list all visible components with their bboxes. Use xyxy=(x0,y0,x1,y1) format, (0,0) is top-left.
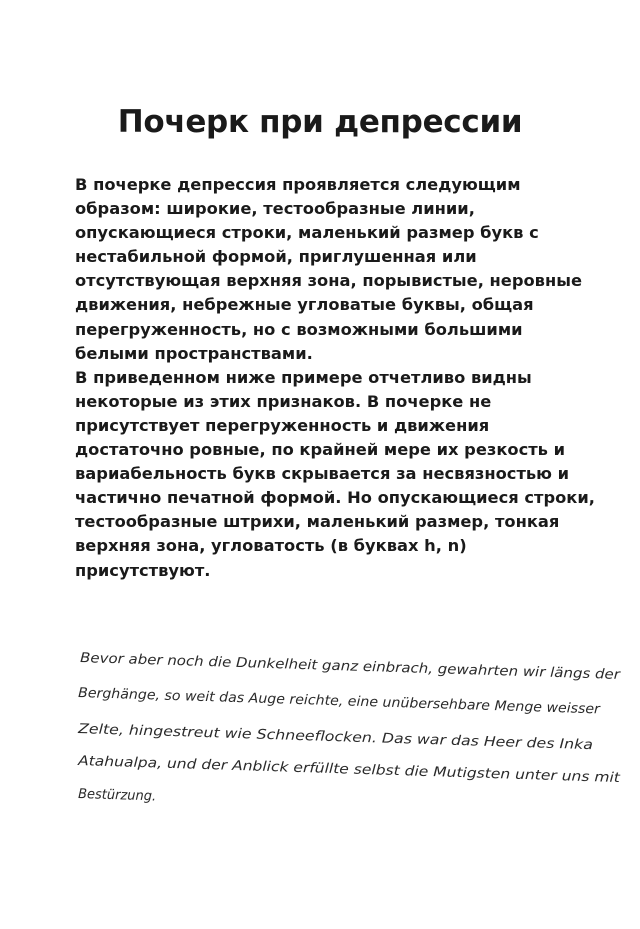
handwriting-line: Zelte, hingestreut wie Schneeflocken. Das war das Heer des Inka xyxy=(77,721,520,751)
handwriting-line: Bestürzung. xyxy=(77,786,160,805)
handwriting-sample-svg xyxy=(0,640,640,820)
article-body xyxy=(75,173,595,583)
handwriting-line: Atahualpa, und der Anblick erfüllte selbst die Mutigsten unter uns mit xyxy=(77,753,550,784)
handwriting-line: Bevor aber noch die Dunkelheit ganz einbrach, gewahrten wir längs der xyxy=(79,650,567,682)
handwriting-sample xyxy=(0,640,640,820)
paragraph-description: В почерке депрессия проявляется следующим образом: широкие, тестообразные линии, опускающиеся строки, маленький размер букв с нестабильной формой, приглушенная или отсутствующая верхняя зона, порывистые, неровные движения, небрежные угловатые буквы, общая перегруженность, но с возможными большими белыми пространствами. xyxy=(75,175,583,363)
handwriting-line: Berghänge, so weit das Auge reichte, eine unübersehbare Menge weisser xyxy=(77,685,577,717)
paragraph-example: В приведенном ниже примере отчетливо видны некоторые из этих признаков. В почерке не присутствует перегруженность и движения достаточно ровные, по крайней мере их резкость и вариабельность букв скрывается за несвязностью и частично печатной формой. Но опускающиеся строки, тестообразные штрихи, маленький размер, тонкая верхняя зона, угловатость (в буквах h, n) присутствуют. xyxy=(75,367,595,580)
page-title: Почерк при депрессии xyxy=(117,104,523,140)
